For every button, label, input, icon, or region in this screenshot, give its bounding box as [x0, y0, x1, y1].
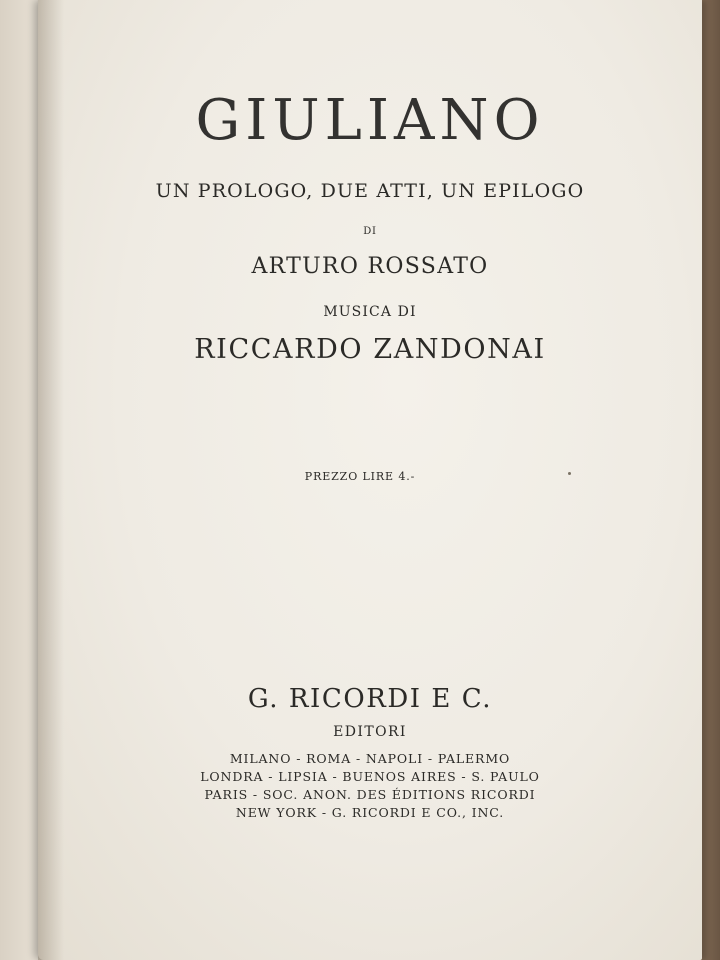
opera-subtitle: UN PROLOGO, DUE ATTI, UN EPILOGO: [155, 180, 585, 202]
by-label: DI: [363, 226, 377, 237]
cities-line: MILANO - ROMA - NAPOLI - PALERMO: [229, 751, 511, 766]
cities-line: NEW YORK - G. RICORDI E CO., INC.: [235, 805, 505, 820]
price-line: PREZZO LIRE 4.-: [304, 470, 416, 483]
publisher-role: EDITORI: [333, 724, 407, 740]
publisher-cities: [38, 750, 702, 822]
librettist-name: ARTURO ROSSATO: [251, 254, 489, 279]
music-by-label: MUSICA DI: [323, 304, 417, 320]
cities-line: LONDRA - LIPSIA - BUENOS AIRES - S. PAULO: [200, 769, 540, 784]
publisher-name: G. RICORDI E C.: [247, 684, 493, 714]
composer-name: RICCARDO ZANDONAI: [194, 334, 546, 365]
cities-line: PARIS - SOC. ANON. DES ÉDITIONS RICORDI: [204, 787, 536, 802]
opera-title: GIULIANO: [195, 88, 545, 153]
paper-speck: [568, 472, 571, 475]
title-page: [38, 0, 702, 960]
